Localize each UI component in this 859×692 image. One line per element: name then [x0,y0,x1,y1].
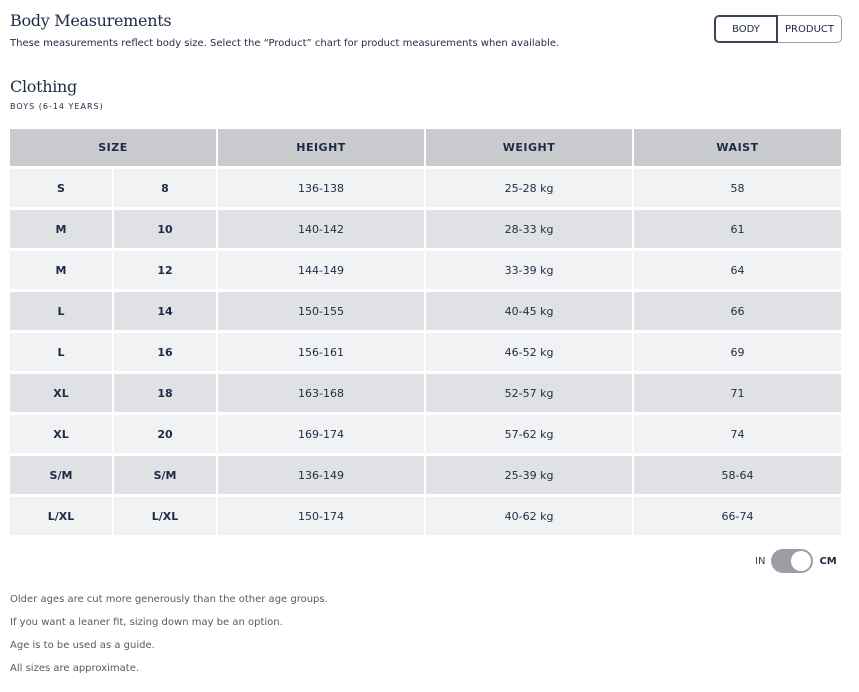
waist-cell: 58-64 [634,453,841,494]
note-item: All sizes are approximate. [10,663,140,674]
weight-cell: 25-39 kg [426,453,634,494]
weight-cell: 40-45 kg [426,289,634,330]
waist-cell: 61 [634,207,841,248]
chart-type-toggle [714,15,842,41]
size-number-cell: 10 [114,207,218,248]
unit-toggle-group [755,549,837,573]
height-cell: 140-142 [218,207,426,248]
waist-cell: 69 [634,330,841,371]
weight-cell: 52-57 kg [426,371,634,412]
height-cell: 150-155 [218,289,426,330]
size-label-cell: M [10,248,114,289]
height-cell: 144-149 [218,248,426,289]
size-number-cell: 14 [114,289,218,330]
waist-cell: 64 [634,248,841,289]
size-number-cell: 16 [114,330,218,371]
size-number-cell: 20 [114,412,218,453]
weight-cell: 40-62 kg [426,494,634,535]
note-item: If you want a leaner fit, sizing down may be an option. [10,617,283,628]
height-cell: 136-138 [218,166,426,207]
size-label-cell: L [10,330,114,371]
waist-cell: 74 [634,412,841,453]
waist-cell: 58 [634,166,841,207]
weight-cell: 28-33 kg [426,207,634,248]
size-label-cell: S/M [10,453,114,494]
table-header-row [10,129,841,166]
size-label-cell: M [10,207,114,248]
table-row [10,289,841,330]
section-subtitle: BOYS (6-14 YEARS) [10,102,104,111]
table-row [10,494,841,535]
weight-cell: 46-52 kg [426,330,634,371]
notes-list [10,593,328,685]
header-waist: WAIST [634,129,841,166]
page-subtitle: These measurements reflect body size. Select the “Product” chart for product measurements when available. [10,38,560,49]
height-cell: 136-149 [218,453,426,494]
waist-cell: 66-74 [634,494,841,535]
size-number-cell: 8 [114,166,218,207]
size-label-cell: XL [10,371,114,412]
unit-cm-label[interactable]: CM [819,555,837,567]
product-button[interactable]: PRODUCT [778,15,842,43]
table-row [10,207,841,248]
height-cell: 169-174 [218,412,426,453]
section-title: Clothing [10,77,77,96]
unit-in-label[interactable]: IN [755,555,766,567]
weight-cell: 25-28 kg [426,166,634,207]
weight-cell: 57-62 kg [426,412,634,453]
size-table [10,129,841,535]
weight-cell: 33-39 kg [426,248,634,289]
body-button[interactable]: BODY [714,15,778,43]
size-label-cell: L/XL [10,494,114,535]
size-number-cell: 12 [114,248,218,289]
height-cell: 163-168 [218,371,426,412]
table-row [10,166,841,207]
header-height: HEIGHT [218,129,426,166]
unit-toggle-switch[interactable] [771,549,813,573]
size-number-cell: S/M [114,453,218,494]
page-title: Body Measurements [10,11,172,30]
height-cell: 156-161 [218,330,426,371]
waist-cell: 66 [634,289,841,330]
table-row [10,371,841,412]
table-row [10,453,841,494]
waist-cell: 71 [634,371,841,412]
size-label-cell: XL [10,412,114,453]
size-label-cell: L [10,289,114,330]
size-number-cell: 18 [114,371,218,412]
size-number-cell: L/XL [114,494,218,535]
header-weight: WEIGHT [426,129,634,166]
note-item: Older ages are cut more generously than the other age groups. [10,594,328,605]
table-row [10,330,841,371]
size-label-cell: S [10,166,114,207]
header-size: SIZE [10,129,218,166]
toggle-knob [791,551,811,571]
note-item: Age is to be used as a guide. [10,640,155,651]
height-cell: 150-174 [218,494,426,535]
table-row [10,412,841,453]
table-row [10,248,841,289]
